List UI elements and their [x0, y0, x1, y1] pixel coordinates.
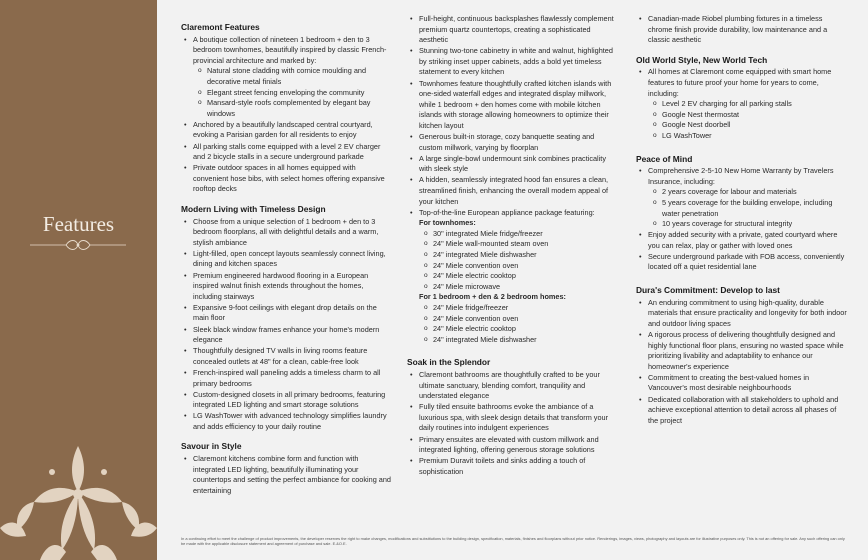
list-item: • Comprehensive 2-5-10 New Home Warranty by Travelers Insurance, including: o 2 years coverage for labour and materials o 5 years coverage for the building envelope, including water penetration o 10 years coverage for structural integrity	[648, 166, 848, 230]
sidebar-title: Features	[42, 212, 115, 236]
sub-list-item: o Natural stone cladding with cornice moulding and decorative metal finials	[207, 66, 391, 87]
section-peace-of-mind	[636, 154, 848, 274]
list-item: • Thoughtfully designed TV walls in living rooms feature concealed outlets at 48" for a clean, cable-free look	[193, 346, 391, 367]
list-item: • LG WashTower with advanced technology simplifies laundry and adds efficiency to your daily routine	[193, 411, 391, 432]
features-page	[157, 0, 868, 560]
section-heading: Savour in Style	[181, 441, 242, 452]
sub-list-item: o Elegant street fencing enveloping the community	[207, 88, 391, 99]
sub-list-item: o Google Nest thermostat	[662, 110, 848, 121]
list-item: • Canadian-made Riobel plumbing fixtures in a timeless chrome finish provide durability, low maintenance and a classic aesthetic	[648, 14, 848, 46]
section-duras-commitment	[636, 285, 848, 426]
list-item: • A hidden, seamlessly integrated hood fan ensures a clean, streamlined finish, enhancing the overall modern appeal of your kitchen	[419, 175, 619, 207]
sub-list-item: o 24" integrated Miele dishwasher	[433, 250, 619, 261]
list-item: • All parking stalls come equipped with a level 2 EV charger and 2 bicycle stalls in a secure underground parkade	[193, 142, 391, 163]
flourish-divider-icon	[28, 238, 128, 252]
column-right	[636, 14, 848, 435]
list-item: • Choose from a unique selection of 1 bedroom + den to 3 bedroom floorplans, all with delightful details and a warm, stylish ambiance	[193, 217, 391, 249]
section-plumbing-continued	[636, 14, 848, 46]
column-middle	[407, 14, 619, 486]
section-old-world-new-tech	[636, 55, 848, 142]
list-item: • Stunning two-tone cabinetry in white and walnut, highlighted by striking inset upper cabinets, adds a bold yet timeless statement to every kitchen	[419, 46, 619, 78]
list-item: • Enjoy added security with a private, gated courtyard where you can relax, play or gather with loved ones	[648, 230, 848, 251]
sub-list-item: o 30" integrated Miele fridge/freezer	[433, 229, 619, 240]
sub-list-item: o Google Nest doorbell	[662, 120, 848, 131]
list-item: • Custom-designed closets in all primary bedrooms, featuring integrated LED lighting and smart storage solutions	[193, 390, 391, 411]
section-savour-in-style	[181, 441, 391, 496]
section-modern-living	[181, 204, 391, 432]
appliance-subheading: For townhomes:	[419, 218, 476, 228]
sub-list-item: o 10 years coverage for structural integrity	[662, 219, 848, 230]
list-item: • Premium Duravit toilets and sinks adding a touch of sophistication	[419, 456, 619, 477]
list-item: • French-inspired wall paneling adds a timeless charm to all primary bedrooms	[193, 368, 391, 389]
list-item: • A rigorous process of delivering thoughtfully designed and highly functional floor plans, ensuring no wasted space while prioritizing livability and adaptability to enhance our homeowner's experience	[648, 330, 848, 372]
section-kitchen-continued	[407, 14, 619, 345]
ornamental-motif-icon	[0, 432, 157, 560]
list-item: • Secure underground parkade with FOB access, conveniently located off a quiet residential lane	[648, 252, 848, 273]
sub-list-item: o 24" Miele electric cooktop	[433, 324, 619, 335]
section-claremont-features	[181, 22, 391, 195]
list-item: • Claremont kitchens combine form and function with integrated LED lighting, beautifully illuminating your countertops and setting the perfect ambiance for cooking and entertaining	[193, 454, 391, 496]
list-item: • A boutique collection of nineteen 1 bedroom + den to 3 bedroom townhomes, beautifully inspired by classic French-provincial architecture and marked by: o Natural stone cladding with cornice moulding and decorative metal finials o Elegant street fencing enveloping the community o Mansard-style roofs complemented by elegant bay windows	[193, 35, 391, 120]
section-heading: Peace of Mind	[636, 153, 693, 164]
sub-list-item: o 5 years coverage for the building envelope, including water penetration	[662, 198, 848, 219]
appliance-subheading: For 1 bedroom + den & 2 bedroom homes:	[419, 292, 566, 302]
section-soak-in-the-splendor	[407, 357, 619, 477]
sub-list-item: o 24" Miele electric cooktop	[433, 271, 619, 282]
list-item: • Light-filled, open concept layouts seamlessly connect living, dining and kitchen spaces	[193, 249, 391, 270]
list-item: • Primary ensuites are elevated with custom millwork and integrated lighting, offering generous storage solutions	[419, 435, 619, 456]
section-heading: Claremont Features	[181, 22, 260, 32]
list-item: • Townhomes feature thoughtfully crafted kitchen islands with one-sided waterfall edges and integrated display millwork, while 1 bedroom + den homes come with mobile kitchen islands with storage allowing homeowners to optimize their kitchen layout	[419, 79, 619, 132]
sidebar-panel	[0, 0, 157, 560]
section-heading: Old World Style, New World Tech	[636, 54, 768, 65]
list-item: • Sleek black window frames enhance your home's modern elegance	[193, 325, 391, 346]
sub-list-item: o 2 years coverage for labour and materials	[662, 187, 848, 198]
sub-list-item: o 24" Miele fridge/freezer	[433, 303, 619, 314]
section-heading: Modern Living with Timeless Design	[181, 204, 326, 214]
list-item: • Dedicated collaboration with all stakeholders to uphold and achieve exceptional attention to detail across all phases of the project	[648, 395, 848, 427]
section-heading: Soak in the Splendor	[407, 357, 491, 368]
list-item: • All homes at Claremont come equipped with smart home features to future proof your home for years to come, including: o Level 2 EV charging for all parking stalls o Google Nest thermostat o Google Nest doorbell o LG WashTower	[648, 67, 848, 141]
section-heading: Dura's Commitment: Develop to last	[636, 285, 780, 296]
sub-list-item: o Mansard-style roofs complemented by elegant bay windows	[207, 98, 391, 119]
footer-disclaimer: In a continuing effort to meet the challenge of product improvements, the developer reserves the right to make changes, modifications and substitutions to the building design, specification, materials, finishes and floorplans without prior notice. Renderings, images, views, photography and layouts are for illustrative purposes only. This is not an offering for sale. Any such offering can only be made with the applicable disclosure statement and agreement of purchase and sale. E.&O.E.	[181, 536, 845, 547]
sub-list-item: o LG WashTower	[662, 131, 848, 142]
list-item: • A large single-bowl undermount sink combines practicality with sleek style	[419, 154, 619, 175]
list-item: • Commitment to creating the best-valued homes in Vancouver's most desirable neighbourhoods	[648, 373, 848, 394]
list-item: • Top-of-the-line European appliance package featuring: For townhomes: o 30" integrated Miele fridge/freezer o 24" Miele wall-mounted steam oven o 24" integrated Miele dishwasher o 24" Miele convention oven o 24" Miele electric cooktop o 24" Miele microwave For 1 bedroom + den & 2 bedroom homes: o 24" Miele fridge/freezer o 24" Miele convention oven o 24" Miele electric cooktop o 24" integrated Miele dishwasher	[419, 208, 619, 346]
sub-list-item: o 24" Miele microwave	[433, 282, 619, 293]
sub-list-item: o Level 2 EV charging for all parking stalls	[662, 99, 848, 110]
column-left	[181, 22, 391, 505]
list-item: • Premium engineered hardwood flooring in a European inspired walnut finish extends throughout the homes, including stairways	[193, 271, 391, 303]
list-item: • Full-height, continuous backsplashes flawlessly complement premium quartz countertops, creating a sophisticated aesthetic	[419, 14, 619, 46]
list-item: • Private outdoor spaces in all homes equipped with convenient hose bibs, with select homes offering expansive rooftop decks	[193, 163, 391, 195]
list-item: • Fully tiled ensuite bathrooms evoke the ambiance of a luxurious spa, with sleek design details that transform your daily routines into indulgent experiences	[419, 402, 619, 434]
list-item: • An enduring commitment to using high-quality, durable materials that ensure practicality and longevity for both indoor and outdoor living spaces	[648, 298, 848, 330]
list-item: • Expansive 9-foot ceilings with elegant drop details on the main floor	[193, 303, 391, 324]
list-item: • Claremont bathrooms are thoughtfully crafted to be your ultimate sanctuary, blending comfort, tranquility and understated elegance	[419, 370, 619, 402]
sub-list-item: o 24" Miele wall-mounted steam oven	[433, 239, 619, 250]
sub-list-item: o 24" Miele convention oven	[433, 314, 619, 325]
list-item: • Anchored by a beautifully landscaped central courtyard, evoking a Parisian garden for all residents to enjoy	[193, 120, 391, 141]
sub-list-item: o 24" integrated Miele dishwasher	[433, 335, 619, 346]
list-item: • Generous built-in storage, cozy banquette seating and custom millwork, varying by floorplan	[419, 132, 619, 153]
sub-list-item: o 24" Miele convention oven	[433, 261, 619, 272]
